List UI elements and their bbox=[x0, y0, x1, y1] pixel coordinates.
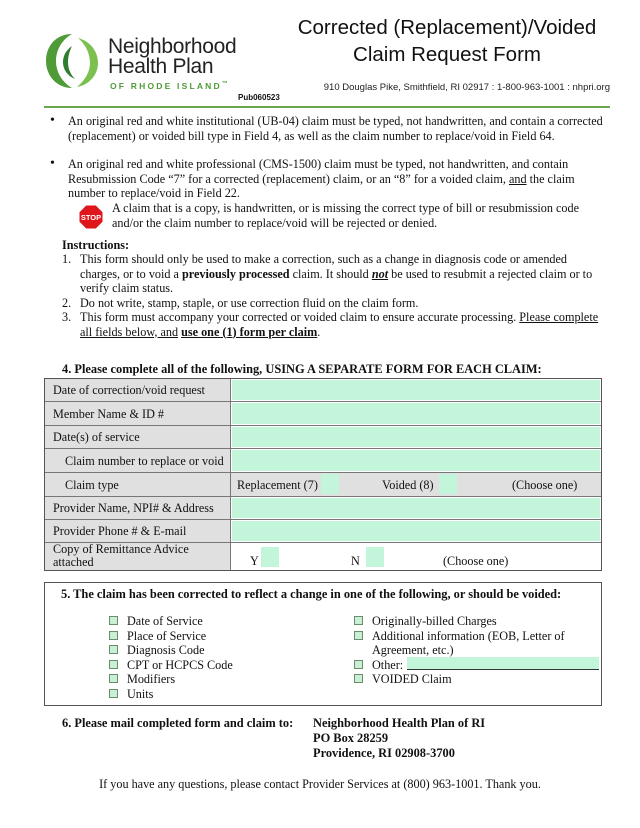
provider-phone-field[interactable] bbox=[232, 521, 600, 541]
section-4-heading: 4. Please complete all of the following, USING A SEPARATE FORM FOR EACH CLAIM: bbox=[62, 362, 542, 376]
instruction-item-3: 3. This form must accompany your corrected or voided claim to ensure accurate processing. Please complete all fields below, and use one (1) form per claim. bbox=[62, 310, 599, 339]
checkbox-icon[interactable] bbox=[109, 674, 118, 683]
checkbox-icon[interactable] bbox=[354, 631, 363, 640]
voided-label: Voided (8) bbox=[382, 478, 434, 492]
checkbox-units[interactable]: Units bbox=[109, 687, 153, 702]
section-5-box bbox=[44, 582, 602, 706]
label-provider-phone: Provider Phone # & E-mail bbox=[45, 520, 231, 542]
row-correction-date bbox=[45, 379, 601, 402]
header-divider bbox=[44, 106, 610, 108]
label-correction-date: Date of correction/void request bbox=[45, 379, 231, 401]
checkbox-icon[interactable] bbox=[109, 660, 118, 669]
bullet-institutional: • An original red and white institutional (UB-04) claim must be typed, not handwritten, and contain a corrected (replacement) or voided bill type in Field 4, as well as the claim number to replace/void in Field 64. bbox=[48, 114, 608, 143]
checkbox-icon[interactable] bbox=[109, 689, 118, 698]
checkbox-voided-claim[interactable]: VOIDED Claim bbox=[354, 672, 452, 687]
row-provider-name bbox=[45, 497, 601, 520]
section-6-label: 6. Please mail completed form and claim to: bbox=[62, 716, 294, 730]
bullet-list bbox=[48, 114, 608, 143]
label-remittance: Copy of Remittance Advice attached bbox=[45, 543, 231, 570]
checkbox-cpt-hcpcs[interactable]: CPT or HCPCS Code bbox=[109, 658, 233, 673]
instructions-heading: Instructions: bbox=[62, 238, 130, 252]
label-claim-type: Claim type bbox=[45, 473, 231, 496]
claim-number-field[interactable] bbox=[232, 450, 600, 471]
row-provider-phone bbox=[45, 520, 601, 543]
voided-checkbox[interactable] bbox=[439, 474, 457, 494]
claim-details-table bbox=[44, 378, 602, 571]
replacement-checkbox[interactable] bbox=[321, 474, 339, 494]
member-field[interactable] bbox=[232, 403, 600, 424]
row-member bbox=[45, 402, 601, 426]
replacement-label: Replacement (7) bbox=[237, 478, 318, 492]
publication-number: Pub060523 bbox=[238, 93, 280, 102]
checkbox-icon[interactable] bbox=[354, 616, 363, 625]
svg-text:STOP: STOP bbox=[80, 213, 102, 222]
instruction-item-2: 2. Do not write, stamp, staple, or use correction fluid on the claim form. bbox=[62, 295, 419, 310]
checkbox-modifiers[interactable]: Modifiers bbox=[109, 672, 175, 687]
checkbox-icon[interactable] bbox=[354, 660, 363, 669]
dos-field[interactable] bbox=[232, 427, 600, 447]
trademark: ™ bbox=[221, 81, 228, 87]
claim-type-choose-one: (Choose one) bbox=[512, 478, 578, 492]
remittance-no-checkbox[interactable] bbox=[366, 547, 384, 567]
remittance-no-label: N bbox=[351, 554, 360, 568]
checkbox-icon[interactable] bbox=[109, 631, 118, 640]
row-remittance bbox=[45, 543, 601, 570]
other-text-field[interactable] bbox=[407, 657, 599, 670]
stop-sign-icon bbox=[78, 204, 104, 230]
label-dos: Date(s) of service bbox=[45, 426, 231, 448]
remittance-choose-one: (Choose one) bbox=[443, 554, 509, 568]
mailing-address: Neighborhood Health Plan of RI PO Box 28259 Providence, RI 02908-3700 bbox=[313, 716, 486, 760]
checkbox-additional-info[interactable]: Additional information (EOB, Letter of Agreement, etc.) bbox=[354, 629, 565, 658]
contact-address: 910 Douglas Pike, Smithfield, RI 02917 : 1-800-963-1001 : nhpri.org bbox=[323, 82, 610, 93]
checkbox-other[interactable]: Other: bbox=[354, 658, 403, 673]
checkbox-place-of-service[interactable]: Place of Service bbox=[109, 629, 206, 644]
form-title: Corrected (Replacement)/Voided Claim Request Form bbox=[297, 16, 597, 66]
footer-contact: If you have any questions, please contact Provider Services at (800) 963-1001. Thank you. bbox=[99, 777, 541, 791]
checkbox-date-of-service[interactable]: Date of Service bbox=[109, 614, 203, 629]
correction-date-field[interactable] bbox=[232, 380, 600, 400]
instruction-item-1: 1. This form should only be used to make a correction, such as a change in diagnosis code or amended charges, or to void a previously processed claim. It should not be used to resubmit a rejected claim or to verify claim status. bbox=[62, 252, 593, 295]
label-provider-name: Provider Name, NPI# & Address bbox=[45, 497, 231, 519]
nhpri-logo bbox=[42, 28, 262, 98]
checkbox-icon[interactable] bbox=[354, 674, 363, 683]
checkbox-diagnosis-code[interactable]: Diagnosis Code bbox=[109, 643, 205, 658]
section-5-heading: 5. The claim has been corrected to reflect a change in one of the following, or should be voided: bbox=[61, 587, 562, 601]
row-dos bbox=[45, 426, 601, 449]
logo-tagline: OF RHODE ISLAND™ bbox=[110, 81, 228, 91]
row-claim-number bbox=[45, 449, 601, 473]
label-claim-number: Claim number to replace or void bbox=[45, 449, 231, 472]
logo-name-line2: Health Plan bbox=[108, 55, 214, 78]
logo-name-line1: Neighborhood bbox=[108, 35, 237, 58]
remittance-yes-checkbox[interactable] bbox=[261, 547, 279, 567]
provider-name-field[interactable] bbox=[232, 498, 600, 518]
checkbox-icon[interactable] bbox=[109, 645, 118, 654]
checkbox-icon[interactable] bbox=[109, 616, 118, 625]
checkbox-original-charges[interactable]: Originally-billed Charges bbox=[354, 614, 497, 629]
label-member: Member Name & ID # bbox=[45, 402, 231, 425]
logo-swirl-icon bbox=[42, 30, 104, 92]
remittance-yes-label: Y bbox=[250, 554, 259, 568]
row-claim-type bbox=[45, 473, 601, 497]
instructions-list bbox=[62, 252, 602, 339]
bullet-professional: • An original red and white professional (CMS-1500) claim must be typed, not handwritten, and contain Resubmission Code “7” for a corrected (replacement) claim, or an “8” for a voided claim, and the claim number to replace/void in Field 22. bbox=[48, 157, 608, 201]
stop-warning-text: A claim that is a copy, is handwritten, or is missing the correct type of bill or resubmission code and/or the claim number to replace/void will be rejected or denied. bbox=[112, 201, 579, 230]
